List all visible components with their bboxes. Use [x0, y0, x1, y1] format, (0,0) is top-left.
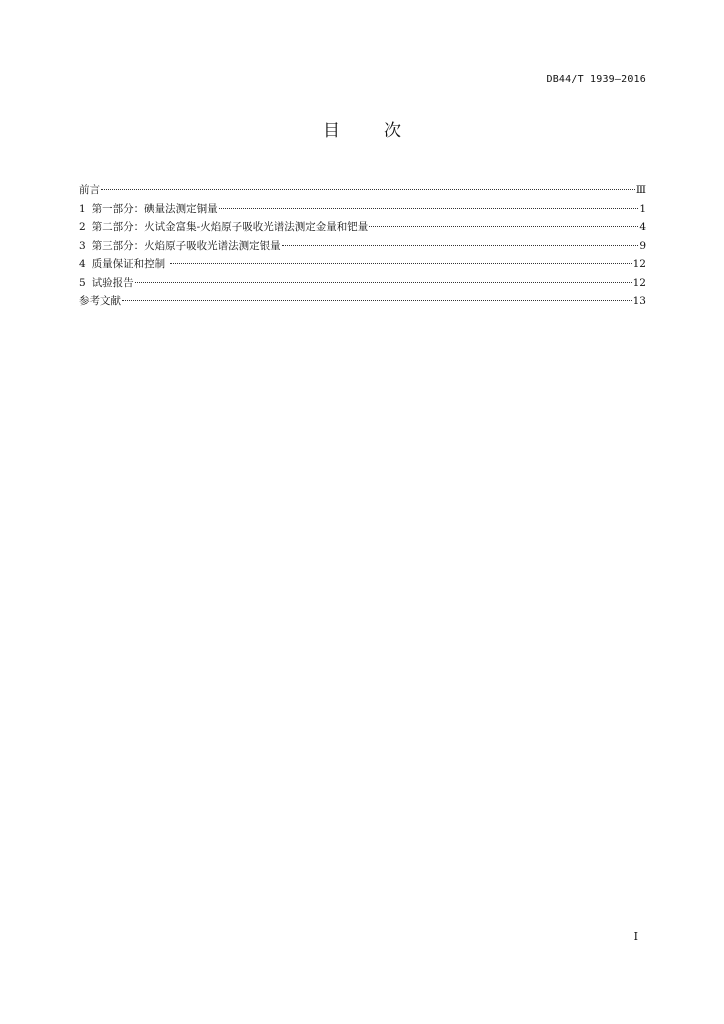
toc-entry-label: 第一部分：碘量法测定铜量	[91, 202, 218, 215]
table-of-contents	[79, 182, 646, 312]
toc-entry-number: 5	[79, 276, 86, 289]
toc-entry-4[interactable]	[79, 256, 646, 275]
title-char-1: 目	[323, 121, 340, 141]
toc-entry-page: 13	[632, 295, 646, 307]
toc-entry-page: 1	[639, 202, 646, 215]
toc-entry-page: 4	[639, 221, 646, 233]
toc-entry-foreword[interactable]	[79, 182, 646, 201]
toc-leader-dots	[122, 300, 632, 301]
toc-entry-label: 第三部分：火焰原子吸收光谱法测定银量	[91, 239, 281, 252]
toc-entry-1[interactable]	[79, 201, 646, 220]
toc-entry-3[interactable]	[79, 238, 646, 257]
page-title	[0, 116, 724, 141]
toc-entry-page: 12	[632, 258, 646, 270]
toc-entry-page: 9	[639, 239, 646, 252]
toc-entry-5[interactable]	[79, 275, 646, 294]
toc-entry-label: 参考文献	[79, 295, 121, 307]
toc-leader-dots	[170, 263, 632, 264]
toc-leader-dots	[282, 245, 639, 246]
toc-entry-page: Ⅲ	[635, 184, 646, 196]
toc-entry-label: 第二部分：火试金富集-火焰原子吸收光谱法测定金量和钯量	[91, 221, 369, 233]
toc-entry-label: 试验报告	[91, 276, 134, 289]
toc-leader-dots	[219, 208, 639, 209]
toc-entry-number: 1	[79, 202, 86, 215]
toc-entry-page: 12	[632, 276, 646, 289]
toc-entry-references[interactable]	[79, 293, 646, 312]
toc-entry-number: 4	[79, 258, 86, 270]
toc-entry-label: 质量保证和控制	[91, 258, 169, 270]
toc-leader-dots	[135, 282, 632, 283]
toc-entry-2[interactable]	[79, 219, 646, 238]
title-char-2: 次	[384, 121, 401, 141]
toc-entry-number: 2	[79, 221, 86, 233]
page-number: I	[633, 930, 638, 943]
toc-entry-number: 3	[79, 239, 86, 252]
standard-code: DB44/T 1939—2016	[546, 74, 646, 85]
toc-leader-dots	[369, 226, 638, 227]
toc-entry-label: 前言	[79, 184, 100, 196]
toc-leader-dots	[101, 189, 635, 190]
